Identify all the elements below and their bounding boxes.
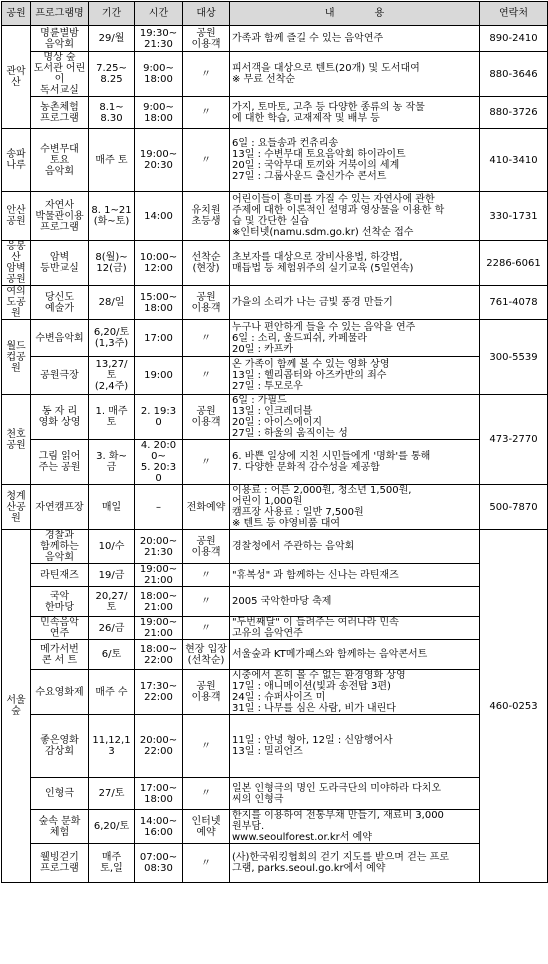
period-cell: 29/월: [89, 26, 135, 52]
content-cell: (사)한국워킹협회의 걷기 지도를 받으며 걷는 프로 그램, parks.seoul.go.kr에서 예약: [230, 844, 480, 883]
period-cell: 13,27/ 토 (2,4주): [89, 357, 135, 395]
time-cell: 19:00~ 21:00: [135, 564, 183, 587]
contact-cell: 460-0253: [480, 530, 548, 883]
content-cell: "두번째달" 이 들려주는 여러나라 민속 고유의 음악연주: [230, 617, 480, 640]
time-cell: 9:00~ 18:00: [135, 97, 183, 129]
park-name-cell: 응봉산 암벽공원: [2, 241, 31, 286]
content-cell: 가족과 함께 즐길 수 있는 음악연주: [230, 26, 480, 52]
table-row: [2, 129, 548, 192]
program-name-cell: 수변무대 토요 음악회: [31, 129, 89, 192]
time-cell: 10:00~ 12:00: [135, 241, 183, 286]
time-cell: 19:00: [135, 357, 183, 395]
period-cell: 26/금: [89, 617, 135, 640]
program-name-cell: 숲속 문화 체험: [31, 810, 89, 844]
content-cell: 가을의 소리가 나는 금빛 풍경 만들기: [230, 286, 480, 320]
table-row: [2, 778, 548, 810]
program-name-cell: 당신도 예술가: [31, 286, 89, 320]
contact-cell: 473-2770: [480, 395, 548, 485]
target-cell: 〃: [183, 778, 230, 810]
period-cell: 7.25~ 8.25: [89, 52, 135, 97]
time-cell: 18:00~ 22:00: [135, 640, 183, 670]
target-cell: 〃: [183, 587, 230, 617]
period-cell: 1. 매주 토: [89, 395, 135, 440]
time-cell: 15:00~ 18:00: [135, 286, 183, 320]
content-cell: 어린이들이 흥미를 가질 수 있는 자연사에 관한 주제에 대한 이론적인 설명과 영상물을 이용한 학 습 및 간단한 실습 ※인터넷(namu.sdm.go.kr) 선착순 접수: [230, 192, 480, 241]
period-cell: 8. 1~21 (화~토): [89, 192, 135, 241]
target-cell: 〃: [183, 715, 230, 778]
target-cell: 〃: [183, 844, 230, 883]
table-row: [2, 564, 548, 587]
target-cell: 〃: [183, 440, 230, 485]
header-program: 프로그램명: [31, 2, 89, 26]
time-cell: 4. 20:0 0~ 5. 20:3 0: [135, 440, 183, 485]
table-row: [2, 26, 548, 52]
target-cell: 〃: [183, 357, 230, 395]
time-cell: 20:00~ 21:30: [135, 530, 183, 564]
target-cell: 공원 이용객: [183, 286, 230, 320]
table-row: [2, 810, 548, 844]
table-row: [2, 640, 548, 670]
period-cell: 20,27/ 토: [89, 587, 135, 617]
time-cell: 19:00~ 21:00: [135, 617, 183, 640]
park-name-cell: 여의도공원: [2, 286, 31, 320]
target-cell: 인터넷 예약: [183, 810, 230, 844]
program-name-cell: 명상 숲 도서관 어린이 독서교실: [31, 52, 89, 97]
program-name-cell: 암벽 등반교실: [31, 241, 89, 286]
time-cell: 20:00~ 22:00: [135, 715, 183, 778]
program-name-cell: 동 자 리 영화 상영: [31, 395, 89, 440]
period-cell: 3. 화~ 금: [89, 440, 135, 485]
period-cell: 8.1~ 8.30: [89, 97, 135, 129]
content-cell: 이용료 : 어른 2,000원, 청소년 1,500원, 어린이 1,000원 캠프장 사용료 : 일반 7,500원 ※ 텐트 등 야영비품 대여: [230, 485, 480, 530]
table-row: [2, 241, 548, 286]
content-cell: 시중에서 흔히 볼 수 없는 환경영화 상영 17일 : 애니메이션(빛과 송전탑 3편) 24일 : 슈퍼사이즈 미 31일 : 나무를 심은 사람, 비가 내린다: [230, 670, 480, 715]
table-row: [2, 286, 548, 320]
table-row: [2, 97, 548, 129]
time-cell: 19:30~ 21:30: [135, 26, 183, 52]
time-cell: 17:00~ 18:00: [135, 778, 183, 810]
period-cell: 19/금: [89, 564, 135, 587]
contact-cell: 880-3726: [480, 97, 548, 129]
period-cell: 27/토: [89, 778, 135, 810]
target-cell: 〃: [183, 320, 230, 357]
program-name-cell: 좋은영화 감상회: [31, 715, 89, 778]
target-cell: 공원 이용객: [183, 395, 230, 440]
park-name-cell: 관악산: [2, 26, 31, 129]
contact-cell: 410-3410: [480, 129, 548, 192]
period-cell: 11,12,1 3: [89, 715, 135, 778]
period-cell: 매일: [89, 485, 135, 530]
target-cell: 〃: [183, 97, 230, 129]
period-cell: 매주 수: [89, 670, 135, 715]
program-name-cell: 경찰과 함께하는 음악회: [31, 530, 89, 564]
contact-cell: 300-5539: [480, 320, 548, 395]
contact-cell: 500-7870: [480, 485, 548, 530]
period-cell: 6,20/토 (1,3주): [89, 320, 135, 357]
content-cell: 6. 바쁜 일상에 지친 시민들에게 '명화'를 통해 7. 다양한 문화적 감수성을 제공함: [230, 440, 480, 485]
content-cell: 6일 : 요들송과 컨츄리송 13일 : 수변무대 토요음악회 하이라이트 20일 : 국악무대 토끼와 거북이의 세계 27일 : 그룹사운드 출신가수 콘서트: [230, 129, 480, 192]
content-cell: 온 가족이 함께 볼 수 있는 영화 상영 13일 : 헬리콥터와 아즈카반의 죄수 27일 : 투모로우: [230, 357, 480, 395]
content-cell: 피서객을 대상으로 텐트(20개) 및 도서대여 ※ 무료 선착순: [230, 52, 480, 97]
header-content: 내 용: [230, 2, 480, 26]
content-cell: "휴복성" 과 함께하는 신나는 라틴재즈: [230, 564, 480, 587]
header-time: 시간: [135, 2, 183, 26]
table-row: [2, 395, 548, 440]
period-cell: 6,20/토: [89, 810, 135, 844]
program-name-cell: 웰빙걷기 프로그램: [31, 844, 89, 883]
time-cell: 17:00: [135, 320, 183, 357]
program-name-cell: 인형극: [31, 778, 89, 810]
target-cell: 공원 이용객: [183, 670, 230, 715]
period-cell: 28/일: [89, 286, 135, 320]
header-park: 공원: [2, 2, 31, 26]
period-cell: 매주 토: [89, 129, 135, 192]
table-row: [2, 485, 548, 530]
target-cell: 〃: [183, 617, 230, 640]
period-cell: 10/수: [89, 530, 135, 564]
table-row: [2, 52, 548, 97]
park-name-cell: 서울숲: [2, 530, 31, 883]
time-cell: 14:00: [135, 192, 183, 241]
content-cell: 가지, 토마토, 고추 등 다양한 종류의 농 작물 에 대한 학습, 교재제작 및 배부 등: [230, 97, 480, 129]
content-cell: 한지를 이용하여 전통부채 만들기, 재료비 3,000 원부담. www.seoulforest.or.kr서 예약: [230, 810, 480, 844]
target-cell: 유치원 초등생: [183, 192, 230, 241]
content-cell: 11일 : 안녕 형아, 12일 : 신암행어사 13일 : 밀리언즈: [230, 715, 480, 778]
target-cell: 선착순 (현장): [183, 241, 230, 286]
table-row: [2, 530, 548, 564]
program-name-cell: 라틴재즈: [31, 564, 89, 587]
target-cell: 〃: [183, 564, 230, 587]
program-name-cell: 자연사 박물관이용 프로그램: [31, 192, 89, 241]
period-cell: 6/토: [89, 640, 135, 670]
contact-cell: 2286-6061: [480, 241, 548, 286]
park-name-cell: 청계산공원: [2, 485, 31, 530]
contact-cell: 761-4078: [480, 286, 548, 320]
program-name-cell: 그림 읽어 주는 공원: [31, 440, 89, 485]
target-cell: 공원 이용객: [183, 26, 230, 52]
table-row: [2, 617, 548, 640]
content-cell: 일본 인형극의 명인 도라극단의 미야하라 다치오 씨의 인형극: [230, 778, 480, 810]
content-cell: 초보자를 대상으로 장비사용법, 하강법, 매듭법 등 체험위주의 실기교육 (5일연속): [230, 241, 480, 286]
time-cell: 17:30~ 22:00: [135, 670, 183, 715]
program-name-cell: 공원극장: [31, 357, 89, 395]
park-name-cell: 천호공원: [2, 395, 31, 485]
content-cell: 2005 국악한마당 축제: [230, 587, 480, 617]
contact-cell: 890-2410: [480, 26, 548, 52]
period-cell: 매주 토,일: [89, 844, 135, 883]
content-cell: 경찰청에서 주관하는 음악회: [230, 530, 480, 564]
target-cell: 공원 이용객: [183, 530, 230, 564]
park-name-cell: 안산공원: [2, 192, 31, 241]
target-cell: 현장 입장 (선착순): [183, 640, 230, 670]
table-row: [2, 320, 548, 357]
target-cell: 〃: [183, 52, 230, 97]
program-name-cell: 메가서번 콘 서 트: [31, 640, 89, 670]
program-name-cell: 농촌체험 프로그램: [31, 97, 89, 129]
time-cell: 9:00~ 18:00: [135, 52, 183, 97]
contact-cell: 330-1731: [480, 192, 548, 241]
content-cell: 누구나 편안하게 들을 수 있는 음악을 연주 6일 : 소리, 울드피쉬, 카페물라 20일 : 카프카: [230, 320, 480, 357]
table-row: [2, 440, 548, 485]
header-contact: 연락처: [480, 2, 548, 26]
table-row: [2, 587, 548, 617]
time-cell: 14:00~ 16:00: [135, 810, 183, 844]
table-row: [2, 357, 548, 395]
park-name-cell: 송파나루: [2, 129, 31, 192]
program-name-cell: 국악 한마당: [31, 587, 89, 617]
target-cell: 〃: [183, 129, 230, 192]
time-cell: 19:00~ 20:30: [135, 129, 183, 192]
content-cell: 6일 : 가필드 13일 : 인크레더블 20일 : 아이스에이지 27일 : 하울의 움직이는 성: [230, 395, 480, 440]
time-cell: 2. 19:3 0: [135, 395, 183, 440]
park-name-cell: 월드컵공원: [2, 320, 31, 395]
target-cell: 전화예약: [183, 485, 230, 530]
contact-cell: 880-3646: [480, 52, 548, 97]
program-table: [1, 1, 548, 883]
program-name-cell: 명륜별밤 음악회: [31, 26, 89, 52]
program-name-cell: 수변음악회: [31, 320, 89, 357]
program-name-cell: 민속음악 연주: [31, 617, 89, 640]
time-cell: 07:00~ 08:30: [135, 844, 183, 883]
header-row: [2, 2, 548, 26]
program-name-cell: 자연캠프장: [31, 485, 89, 530]
content-cell: 서울숲과 KT메가패스와 함께하는 음악콘서트: [230, 640, 480, 670]
table-row: [2, 670, 548, 715]
time-cell: –: [135, 485, 183, 530]
header-period: 기간: [89, 2, 135, 26]
program-name-cell: 수요영화제: [31, 670, 89, 715]
table-row: [2, 192, 548, 241]
header-target: 대상: [183, 2, 230, 26]
time-cell: 18:00~ 21:00: [135, 587, 183, 617]
table-row: [2, 715, 548, 778]
table-row: [2, 844, 548, 883]
period-cell: 8(월)~ 12(금): [89, 241, 135, 286]
